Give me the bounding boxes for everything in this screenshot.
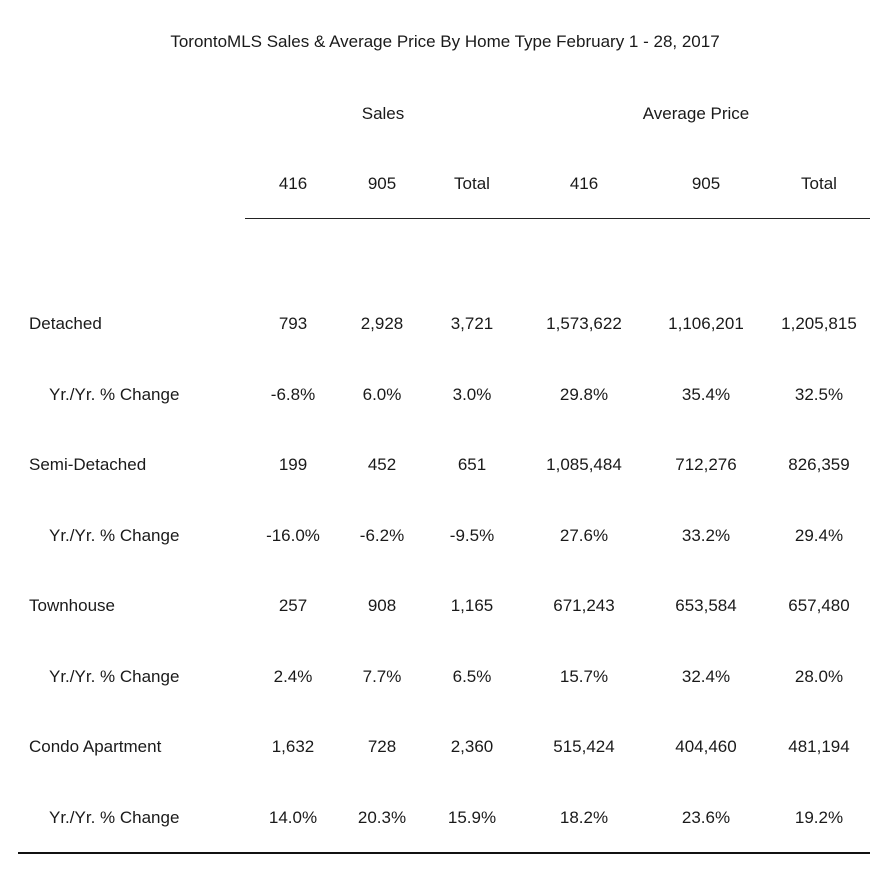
table-cell: 1,106,201 — [668, 314, 744, 333]
table-cell: 515,424 — [553, 737, 615, 756]
row-label: Condo Apartment — [29, 737, 162, 756]
table-cell: 23.6% — [681, 808, 731, 827]
table-title: TorontoMLS Sales & Average Price By Home Type February 1 - 28, 2017 — [170, 32, 720, 51]
row-label-change: Yr./Yr. % Change — [49, 526, 180, 545]
table-cell: 2,360 — [450, 737, 494, 756]
table-cell: 712,276 — [675, 455, 737, 474]
table-cell: 481,194 — [788, 737, 850, 756]
table-cell: 653,584 — [675, 596, 737, 615]
table-cell: 257 — [278, 596, 308, 615]
table-cell: 33.2% — [681, 526, 731, 545]
table-cell: 671,243 — [553, 596, 615, 615]
table-cell: 199 — [278, 455, 308, 474]
table-cell: 908 — [367, 596, 397, 615]
table-bottom-rule — [18, 852, 870, 854]
table-cell: 14.0% — [268, 808, 318, 827]
table-cell: 32.5% — [794, 385, 844, 404]
table-cell: -6.2% — [359, 526, 405, 545]
col-header-sales-total: Total — [454, 174, 490, 193]
table-cell: 1,085,484 — [546, 455, 622, 474]
table-cell: 793 — [278, 314, 308, 333]
col-header-sales-416: 416 — [278, 174, 308, 193]
table-cell: 2.4% — [273, 667, 313, 686]
table-cell: 452 — [367, 455, 397, 474]
table-cell: 3,721 — [450, 314, 494, 333]
table-cell: 15.7% — [559, 667, 609, 686]
table-cell: 1,573,622 — [546, 314, 622, 333]
table-cell: 6.0% — [362, 385, 402, 404]
table-cell: 18.2% — [559, 808, 609, 827]
header-divider — [245, 218, 870, 219]
table-cell: 826,359 — [788, 455, 850, 474]
table-cell: 32.4% — [681, 667, 731, 686]
table-cell: 35.4% — [681, 385, 731, 404]
table-cell: 19.2% — [794, 808, 844, 827]
table-cell: 1,165 — [450, 596, 494, 615]
table-cell: 7.7% — [362, 667, 402, 686]
table-cell: -6.8% — [270, 385, 316, 404]
table-cell: 651 — [457, 455, 487, 474]
col-header-sales-905: 905 — [367, 174, 397, 193]
row-label-change: Yr./Yr. % Change — [49, 667, 180, 686]
table-cell: 29.8% — [559, 385, 609, 404]
row-label: Semi-Detached — [29, 455, 147, 474]
row-label: Townhouse — [29, 596, 116, 615]
table-cell: -9.5% — [449, 526, 495, 545]
table-cell: 29.4% — [794, 526, 844, 545]
col-header-price-905: 905 — [691, 174, 721, 193]
table-cell: 27.6% — [559, 526, 609, 545]
col-header-price-416: 416 — [569, 174, 599, 193]
group-header-sales: Sales — [361, 104, 405, 123]
table-cell: -16.0% — [266, 526, 320, 545]
table-cell: 28.0% — [794, 667, 844, 686]
table-cell: 15.9% — [447, 808, 497, 827]
row-label: Detached — [29, 314, 102, 333]
table-cell: 3.0% — [452, 385, 492, 404]
table-cell: 728 — [367, 737, 397, 756]
group-header-average-price: Average Price — [642, 104, 750, 123]
table-cell: 1,205,815 — [781, 314, 857, 333]
table-cell: 1,632 — [271, 737, 315, 756]
table-cell: 404,460 — [675, 737, 737, 756]
table-cell: 2,928 — [360, 314, 404, 333]
table-cell: 20.3% — [357, 808, 407, 827]
table-cell: 6.5% — [452, 667, 492, 686]
table-cell: 657,480 — [788, 596, 850, 615]
row-label-change: Yr./Yr. % Change — [49, 385, 180, 404]
col-header-price-total: Total — [801, 174, 837, 193]
row-label-change: Yr./Yr. % Change — [49, 808, 180, 827]
